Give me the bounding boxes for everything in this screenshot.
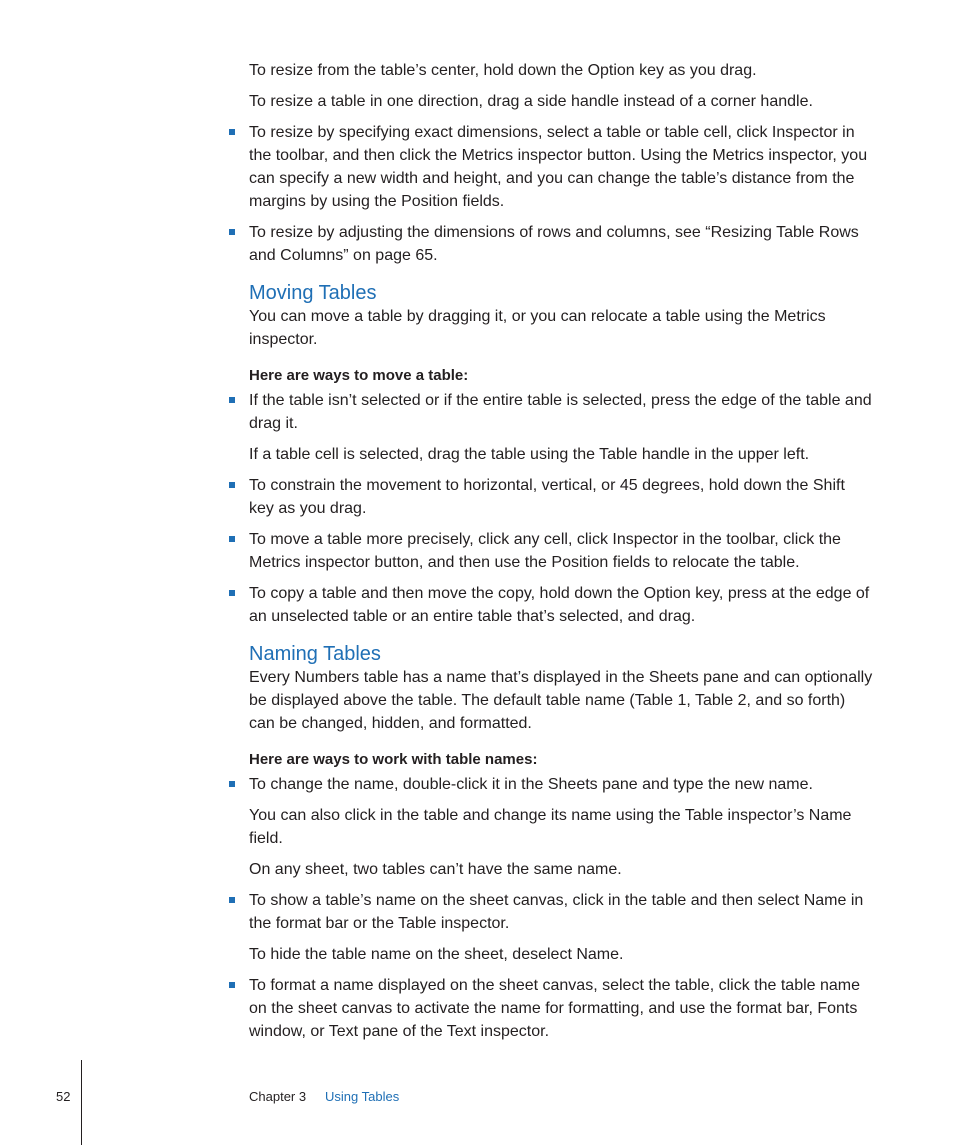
list-item (249, 389, 873, 435)
page-footer (0, 1060, 954, 1145)
square-bullet-icon (229, 982, 235, 988)
footer-divider (81, 1060, 82, 1145)
paragraph: If a table cell is selected, drag the table using the Table handle in the upper left. (249, 446, 810, 463)
paragraph: To resize a table in one direction, drag a side handle instead of a corner handle. (249, 93, 813, 110)
square-bullet-icon (229, 536, 235, 542)
paragraph: To resize from the table’s center, hold down the Option key as you drag. (249, 62, 757, 79)
list-item (249, 773, 873, 796)
list-item-text: To format a name displayed on the sheet canvas, select the table, click the table name on the sheet canvas to activate the name for formatting, and use the format bar, Fonts window, or Text pane of the Text inspector. (249, 977, 861, 1040)
list-item (249, 974, 873, 1043)
section-heading-moving-tables: Moving Tables (249, 282, 377, 304)
list-item (249, 582, 873, 628)
list-item-text: If the table isn’t selected or if the entire table is selected, press the edge of the table and drag it. (249, 392, 872, 432)
paragraph: You can also click in the table and change its name using the Table inspector’s Name field. (249, 807, 852, 847)
list-item (249, 889, 873, 935)
list-item (249, 528, 873, 574)
square-bullet-icon (229, 897, 235, 903)
square-bullet-icon (229, 229, 235, 235)
list-item-text: To copy a table and then move the copy, hold down the Option key, press at the edge of an unselected table or an entire table that’s selected, and drag. (249, 585, 870, 625)
list-item (249, 221, 873, 267)
list-item (249, 121, 873, 213)
list-item-text: To constrain the movement to horizontal, vertical, or 45 degrees, hold down the Shift key as you drag. (249, 477, 845, 517)
chapter-title-link[interactable]: Using Tables (325, 1089, 400, 1104)
list-item (249, 474, 873, 520)
paragraph: To hide the table name on the sheet, deselect Name. (249, 946, 624, 963)
page-body (249, 59, 873, 1051)
list-item-text: To resize by specifying exact dimensions, select a table or table cell, click Inspector in the toolbar, and then click the Metrics inspector button. Using the Metrics inspector, you can specify a new width and height, and you can change the table’s distance from the margins by using the Position fields. (249, 124, 868, 210)
section-heading-naming-tables: Naming Tables (249, 643, 381, 665)
page-number: 52 (56, 1089, 71, 1104)
square-bullet-icon (229, 482, 235, 488)
list-item-text: To move a table more precisely, click any cell, click Inspector in the toolbar, click the Metrics inspector button, and then use the Position fields to relocate the table. (249, 531, 841, 571)
list-item-text: To change the name, double-click it in the Sheets pane and type the new name. (249, 776, 813, 793)
lead-in: Here are ways to work with table names: (249, 751, 538, 768)
square-bullet-icon (229, 397, 235, 403)
paragraph: On any sheet, two tables can’t have the same name. (249, 861, 622, 878)
square-bullet-icon (229, 129, 235, 135)
paragraph: You can move a table by dragging it, or you can relocate a table using the Metrics inspector. (249, 308, 826, 348)
square-bullet-icon (229, 590, 235, 596)
square-bullet-icon (229, 781, 235, 787)
list-item-text: To show a table’s name on the sheet canvas, click in the table and then select Name in the format bar or the Table inspector. (249, 892, 864, 932)
chapter-label: Chapter 3 (249, 1089, 307, 1104)
paragraph: Every Numbers table has a name that’s displayed in the Sheets pane and can optionally be displayed above the table. The default table name (Table 1, Table 2, and so forth) can be changed, hidden, and formatted. (249, 669, 873, 732)
lead-in: Here are ways to move a table: (249, 367, 469, 384)
list-item-text: To resize by adjusting the dimensions of rows and columns, see “Resizing Table Rows and Columns” on page 65. (249, 224, 859, 264)
